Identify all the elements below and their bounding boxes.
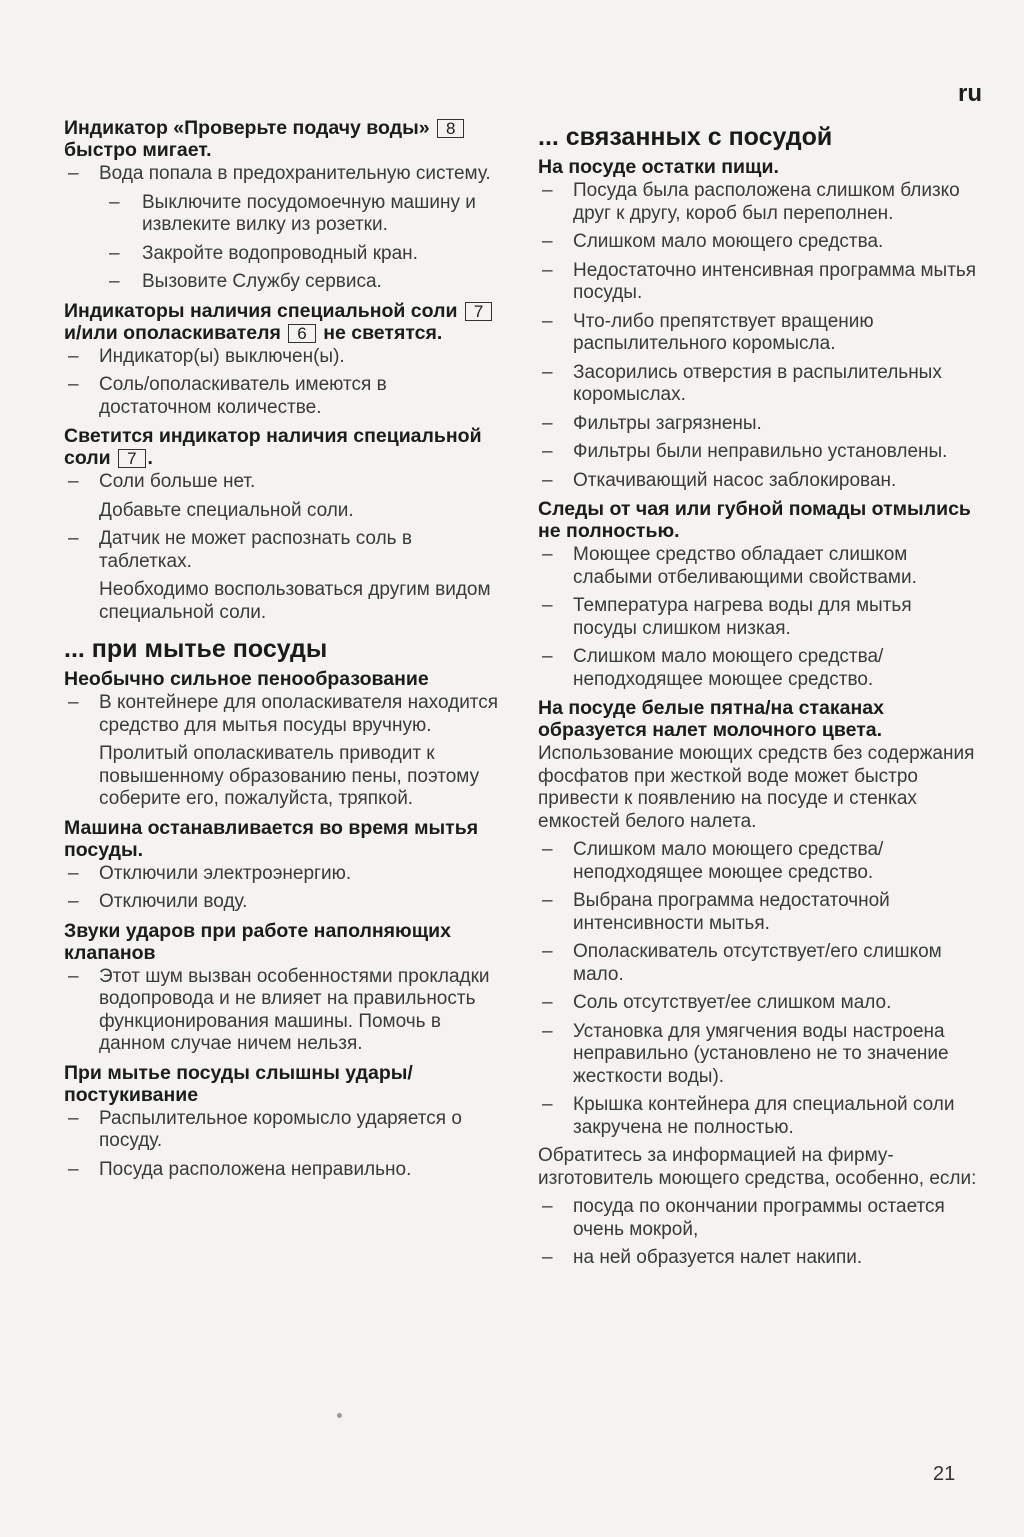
item-note: Добавьте специальной соли. <box>99 499 354 521</box>
item-text: посуда по окончании программы остается очень мокрой, <box>573 1196 945 1240</box>
dash: – <box>68 1107 79 1129</box>
heading-text: Индикаторы наличия специальной соли <box>64 299 458 322</box>
item-text: Слишком мало моющего средства/ неподходящее моющее средство. <box>573 646 884 690</box>
heading-salt-indicator-lit <box>64 425 504 469</box>
heading-white-spots: На посуде белые пятна/на стаканах образуется налет молочного цвета. <box>538 697 884 741</box>
item-text: Фильтры загрязнены. <box>573 412 762 434</box>
sub-list-item <box>64 192 504 237</box>
list-item <box>538 441 978 464</box>
list-item <box>538 890 978 935</box>
heading-tea-lipstick: Следы от чая или губной помады отмылись не полностью. <box>538 498 971 542</box>
sub-list-item <box>64 243 504 266</box>
list-item <box>538 413 978 436</box>
dash: – <box>542 441 553 462</box>
list-item <box>538 646 978 691</box>
item-text: Соль/ополаскиватель имеются в достаточном количестве. <box>99 374 387 418</box>
heading-text: Светится индикатор наличия специальной соли <box>64 425 482 469</box>
item-text: Распылительное коромысло ударяется о посуду. <box>99 1107 462 1151</box>
heading-check-water-supply <box>64 117 504 161</box>
item-text: Ополаскиватель отсутствует/его слишком мало. <box>573 941 942 985</box>
scan-speck <box>337 1413 342 1418</box>
item-text: В контейнере для ополаскивателя находится средство для мытья посуды вручную. <box>99 692 499 736</box>
dash: – <box>109 191 120 213</box>
list-item <box>64 966 504 1056</box>
item-text: на ней образуется налет накипи. <box>573 1247 863 1268</box>
item-text: Датчик не может распознать соль в таблетках. <box>99 528 412 572</box>
item-text: Отключили электроэнергию. <box>99 862 352 884</box>
item-text: Этот шум вызван особенностями прокладки водопровода и не влияет на правильность функционирования машины. Помочь в данном случае ничем нельзя. <box>99 965 490 1054</box>
dash: – <box>542 544 553 565</box>
list-item <box>538 941 978 986</box>
heading-text: Индикатор «Проверьте подачу воды» <box>64 117 430 139</box>
list-item <box>64 163 504 186</box>
list-item <box>538 1021 978 1089</box>
item-text: Моющее средство обладает слишком слабыми отбеливающими свойствами. <box>573 544 917 588</box>
dash: – <box>542 595 553 616</box>
item-text: Индикатор(ы) выключен(ы). <box>99 345 345 367</box>
item-text: Откачивающий насос заблокирован. <box>573 469 897 491</box>
list-item <box>538 544 978 589</box>
item-text: Соли больше нет. <box>99 471 256 492</box>
dash: – <box>68 345 79 367</box>
list-item <box>64 692 504 737</box>
item-text: Установка для умягчения воды настроена неправильно (установлено не то значение жесткости воды). <box>573 1020 949 1087</box>
list-item <box>64 1159 504 1182</box>
item-text: Вода попала в предохранительную систему. <box>99 163 491 184</box>
list-item <box>64 374 504 419</box>
dash: – <box>542 1196 553 1217</box>
item-text: Соль отсутствует/ее слишком мало. <box>573 992 892 1013</box>
paragraph: Использование моющих средств без содержания фосфатов при жесткой воде может быстро привести к появлению на посуде и стенках емкостей белого налета. <box>538 743 975 832</box>
dash: – <box>542 231 553 252</box>
heading-machine-stops: Машина останавливается во время мытья посуды. <box>64 816 479 861</box>
item-text: Слишком мало моющего средства. <box>573 231 884 252</box>
item-text: Фильтры были неправильно установлены. <box>573 441 948 462</box>
heading-text: . <box>147 447 153 469</box>
indicator-box: 7 <box>118 449 145 468</box>
dash: – <box>542 646 553 667</box>
heading-text: быстро мигает. <box>64 139 212 161</box>
dash: – <box>542 839 553 860</box>
dash: – <box>542 469 553 491</box>
dash: – <box>542 310 553 332</box>
dash: – <box>542 1094 553 1115</box>
item-text: Отключили воду. <box>99 891 248 912</box>
dash: – <box>542 412 553 434</box>
indicator-box: 7 <box>465 302 492 321</box>
dash: – <box>542 1020 553 1042</box>
item-text: Недостаточно интенсивная программа мытья посуды. <box>573 259 977 303</box>
heading-knocking: При мытье посуды слышны удары/ постукивание <box>64 1061 413 1106</box>
section-title-dishes: ... связанных с посудой <box>538 123 833 151</box>
dash: – <box>542 992 553 1013</box>
heading-food-remains: На посуде остатки пищи. <box>538 156 779 178</box>
indicator-box: 6 <box>288 324 315 343</box>
item-text: Слишком мало моющего средства/ неподходящее моющее средство. <box>573 839 884 883</box>
list-item <box>538 260 978 305</box>
dash: – <box>68 862 79 884</box>
section-title-washing: ... при мытье посуды <box>64 635 328 663</box>
dash: – <box>68 891 79 912</box>
list-item <box>538 311 978 356</box>
list-item <box>538 231 978 254</box>
list-item <box>538 180 978 225</box>
dash: – <box>68 1158 79 1180</box>
paragraph: Обратитесь за информацией на фирму-изготовитель моющего средства, особенно, если: <box>538 1145 977 1189</box>
item-text: Выбрана программа недостаточной интенсивности мытья. <box>573 890 890 934</box>
sub-list-item <box>64 271 504 294</box>
dash: – <box>542 890 553 911</box>
dash: – <box>109 242 120 264</box>
dash: – <box>542 259 553 281</box>
list-item <box>64 528 504 573</box>
list-item <box>64 863 504 886</box>
list-item <box>538 839 978 884</box>
list-item <box>538 595 978 640</box>
list-item <box>538 362 978 407</box>
page-number: 21 <box>933 1463 956 1485</box>
left-column <box>64 113 504 1187</box>
list-item <box>538 1247 978 1270</box>
item-text: Посуда расположена неправильно. <box>99 1158 412 1180</box>
heading-valve-noise: Звуки ударов при работе наполняющих клапанов <box>64 919 451 964</box>
item-text: Закройте водопроводный кран. <box>142 242 418 264</box>
list-item <box>64 891 504 914</box>
item-text: Вызовите Службу сервиса. <box>142 271 382 292</box>
item-text: Выключите посудомоечную машину и извлеките вилку из розетки. <box>142 191 476 235</box>
dash: – <box>68 374 79 395</box>
dash: – <box>68 163 79 184</box>
dash: – <box>68 528 79 549</box>
list-item <box>64 471 504 494</box>
list-item <box>64 1108 504 1153</box>
right-column <box>538 122 978 1276</box>
item-text: Что-либо препятствует вращению распылительного коромысла. <box>573 310 874 354</box>
list-item <box>538 470 978 493</box>
heading-text: не светятся. <box>323 321 443 344</box>
item-text: Крышка контейнера для специальной соли закручена не полностью. <box>573 1094 955 1138</box>
heading-text: и/или ополаскивателя <box>64 321 281 344</box>
dash: – <box>68 965 79 987</box>
dash: – <box>542 941 553 962</box>
heading-foam: Необычно сильное пенообразование <box>64 668 429 690</box>
language-code: ru <box>958 80 982 107</box>
item-text: Температура нагрева воды для мытья посуды слишком низкая. <box>573 595 912 639</box>
list-item <box>538 1196 978 1241</box>
list-item <box>64 346 504 369</box>
dash: – <box>68 471 79 492</box>
dash: – <box>542 1247 553 1268</box>
indicator-box: 8 <box>437 119 464 138</box>
dash: – <box>542 361 553 383</box>
heading-salt-rinse-indicators <box>64 300 504 344</box>
list-item <box>538 992 978 1015</box>
dash: – <box>68 692 79 713</box>
item-note: Пролитый ополаскиватель приводит к повышенному образованию пены, поэтому соберите его, пожалуйста, тряпкой. <box>99 743 480 809</box>
list-item <box>538 1094 978 1139</box>
dash: – <box>542 180 553 201</box>
item-text: Посуда была расположена слишком близко друг к другу, короб был переполнен. <box>573 180 960 224</box>
item-note: Необходимо воспользоваться другим видом специальной соли. <box>99 579 491 623</box>
dash: – <box>109 271 120 292</box>
item-text: Засорились отверстия в распылительных коромыслах. <box>573 361 942 405</box>
